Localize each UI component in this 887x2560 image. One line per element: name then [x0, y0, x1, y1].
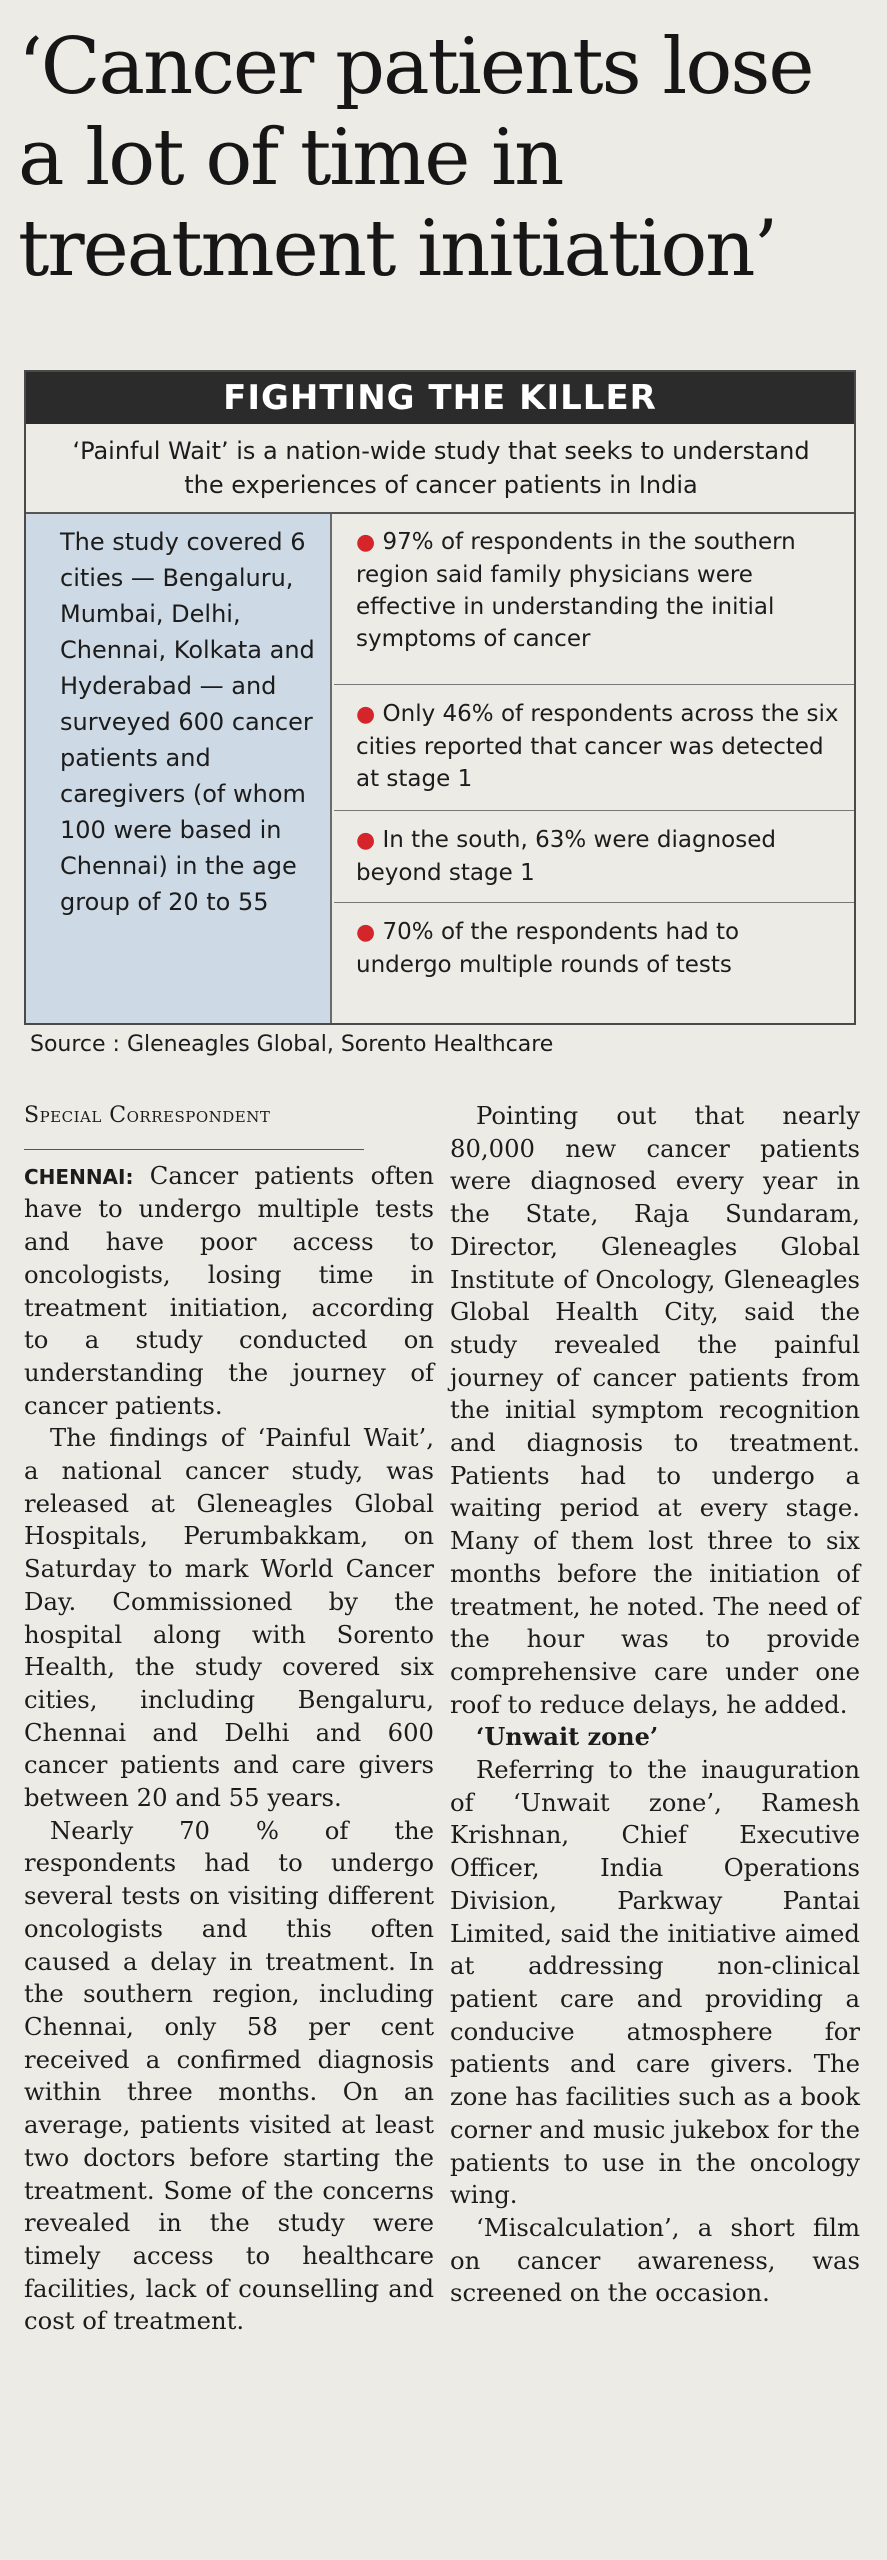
infobox-intro: ‘Painful Wait’ is a nation-wide study that seeks to understand the experiences of cancer patients in India [72, 437, 810, 499]
bullet-icon: ● [356, 828, 376, 853]
fact-divider [334, 902, 854, 903]
article-column-2 [450, 1100, 860, 2310]
fact-text: Only 46% of respondents across the six cities reported that cancer was detected at stage 1 [356, 701, 839, 792]
infobox [24, 370, 856, 1025]
fact-item [334, 916, 854, 981]
fact-item [334, 698, 854, 795]
headline: ‘Cancer patients lose a lot of time in treatment initiation’ [18, 22, 813, 294]
byline-rule [24, 1149, 364, 1150]
source-credit: Source : Gleneagles Global, Sorento Healthcare [30, 1032, 554, 1057]
fact-text: In the south, 63% were diagnosed beyond stage 1 [356, 827, 776, 886]
subhead: ‘Unwait zone’ [476, 1722, 659, 1752]
infobox-study-summary [26, 514, 332, 1023]
fact-divider [334, 684, 854, 685]
article-paragraph: ‘Miscalculation’, a short film on cancer awareness, was screened on the occasion. [450, 2212, 860, 2308]
study-summary-text: The study covered 6 cities — Bengaluru, Mumbai, Delhi, Chennai, Kolkata and Hyderabad — and surveyed 600 cancer patients and caregivers (of whom 100 were based in Chennai) in the age group of 20 to 55 [60, 528, 315, 916]
fact-item [334, 526, 854, 655]
article-column-1 [24, 1100, 434, 2338]
article-paragraph: CHENNAI: Cancer patients often have to undergo multiple tests and have poor access to oncologists, losing time in treatment initiation, according to a study conducted on understanding the journey of cancer patients. [24, 1160, 434, 1420]
article-paragraph: Nearly 70 % of the respondents had to undergo several tests on visiting different oncologists and this often caused a delay in treatment. In the southern region, including Chennai, only 58 per cent received a confirmed diagnosis within three months. On an average, patients visited at least two doctors before starting the treatment. Some of the concerns revealed in the study were timely access to healthcare facilities, lack of counselling and cost of treatment. [24, 1815, 434, 2336]
byline: Special Correspondent [24, 1103, 271, 1128]
bullet-icon: ● [356, 530, 376, 555]
article-paragraph: Pointing out that nearly 80,000 new cancer patients were diagnosed every year in the State, Raja Sundaram, Director, Gleneagles Global Institute of Oncology, Gleneagles Global Health City, said the study revealed the painful journey of cancer patients from the initial symptom recognition and diagnosis to treatment. Patients had to undergo a waiting period at every stage. Many of them lost three to six months before the initiation of treatment, he noted. The need of the hour was to provide comprehensive care under one roof to reduce delays, he added. [450, 1101, 860, 1719]
fact-item [334, 824, 854, 889]
article-paragraph: The findings of ‘Painful Wait’, a national cancer study, was released at Gleneagles Global Hospitals, Perumbakkam, on Saturday to mark World Cancer Day. Commissioned by the hospital along with Sorento Health, the study covered six cities, including Bengaluru, Chennai and Delhi and 600 cancer patients and care givers between 20 and 55 years. [24, 1423, 434, 1813]
infobox-facts [334, 514, 854, 1023]
article-paragraph: Referring to the inauguration of ‘Unwait zone’, Ramesh Krishnan, Chief Executive Officer, India Operations Division, Parkway Pantai Limited, said the initiative aimed at addressing non-clinical patient care and providing a conducive atmosphere for patients and care givers. The zone has facilities such as a book corner and music jukebox for the patients to use in the oncology wing. [450, 1755, 860, 2210]
infobox-banner: FIGHTING THE KILLER [26, 372, 854, 424]
bullet-icon: ● [356, 702, 376, 727]
bullet-icon: ● [356, 920, 376, 945]
fact-text: 97% of respondents in the southern region said family physicians were effective in understanding the initial symptoms of cancer [356, 529, 796, 652]
fact-text: 70% of the respondents had to undergo multiple rounds of tests [356, 919, 740, 978]
dateline: CHENNAI: [24, 1164, 134, 1189]
fact-divider [334, 810, 854, 811]
